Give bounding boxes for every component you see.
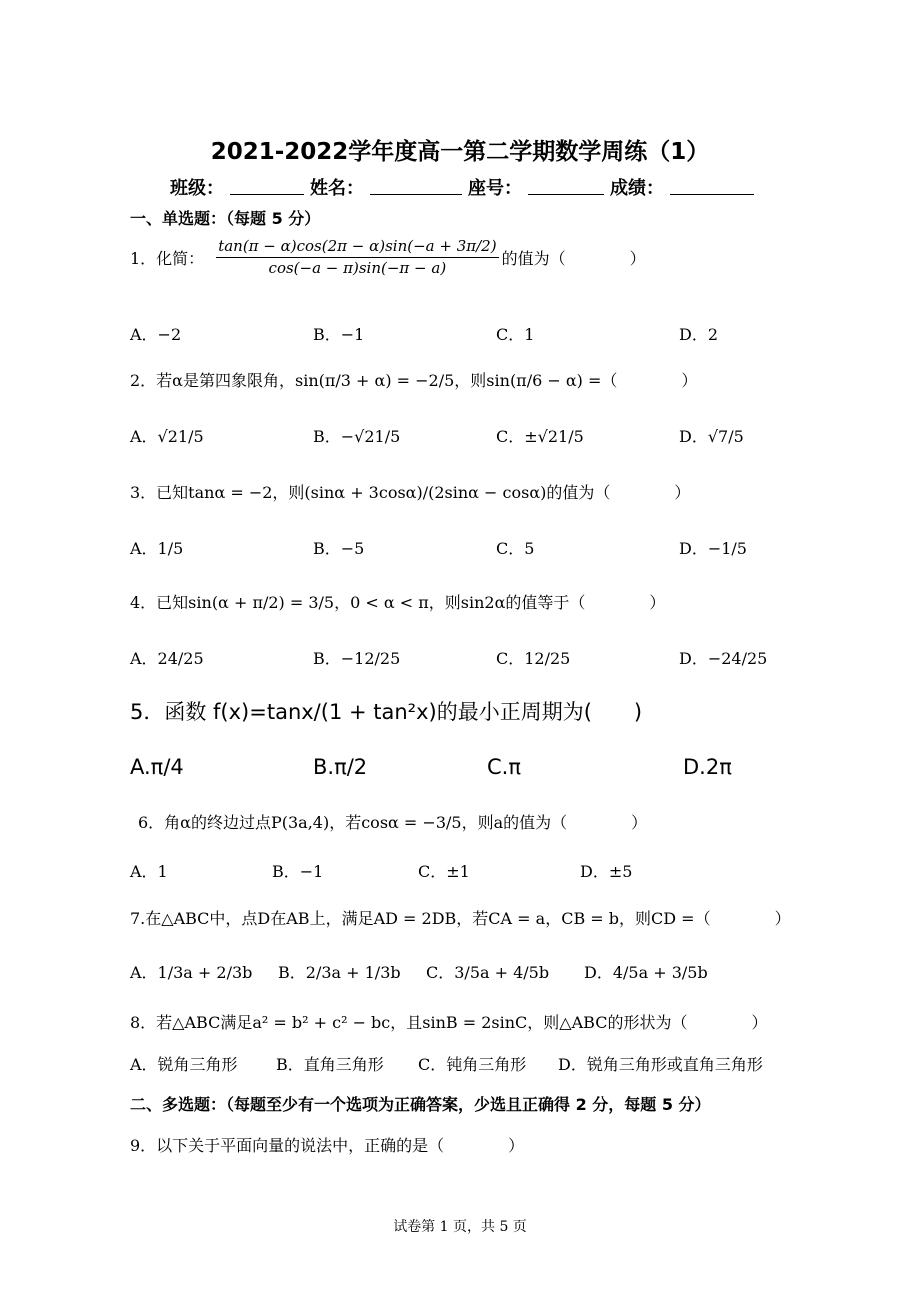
q1-option-b[interactable]: B．−1 bbox=[313, 325, 365, 344]
q1-tail: 的值为（ ） bbox=[501, 248, 646, 268]
q6-option-c[interactable]: C．±1 bbox=[418, 862, 470, 881]
q4-option-d[interactable]: D．−24/25 bbox=[679, 649, 768, 668]
class-label: 班级： bbox=[170, 178, 224, 199]
q1-option-d[interactable]: D．2 bbox=[679, 325, 719, 344]
q5-option-a[interactable]: A.π/4 bbox=[130, 755, 184, 779]
seat-label: 座号： bbox=[468, 178, 522, 199]
q8-option-d[interactable]: D．锐角三角形或直角三角形 bbox=[558, 1055, 763, 1074]
q8-option-c[interactable]: C．钝角三角形 bbox=[418, 1055, 527, 1074]
q5-option-b[interactable]: B.π/2 bbox=[313, 755, 368, 779]
class-blank[interactable] bbox=[230, 174, 304, 195]
q5-option-c[interactable]: C.π bbox=[487, 755, 521, 779]
q1-num: 1．化简： bbox=[130, 248, 205, 268]
q1-option-a[interactable]: A．−2 bbox=[130, 325, 182, 344]
q4-option-c[interactable]: C．12/25 bbox=[496, 649, 571, 668]
q4-option-a[interactable]: A．24/25 bbox=[130, 649, 204, 668]
q1-option-c[interactable]: C．1 bbox=[496, 325, 535, 344]
question-7: 7.在△ABC中，点D在AB上，满足AD = 2DB，若CA = a，CB = b，则CD =（ ） bbox=[130, 909, 791, 928]
section1-heading: 一、单选题：（每题 5 分） bbox=[130, 209, 321, 228]
q3-option-b[interactable]: B．−5 bbox=[313, 539, 365, 558]
q1-fraction bbox=[216, 238, 498, 276]
score-label: 成绩： bbox=[610, 178, 664, 199]
q4-option-b[interactable]: B．−12/25 bbox=[313, 649, 401, 668]
q7-option-c[interactable]: C．3/5a + 4/5b bbox=[426, 963, 550, 982]
q2-option-a[interactable]: A．√21/5 bbox=[130, 427, 204, 446]
q7-option-d[interactable]: D．4/5a + 3/5b bbox=[584, 963, 708, 982]
page-footer: 试卷第 1 页，共 5 页 bbox=[393, 1219, 527, 1235]
question-2: 2．若α是第四象限角，sin(π/3 + α) = −2/5，则sin(π/6 − α) =（ ） bbox=[130, 371, 698, 390]
section2-heading: 二、多选题：（每题至少有一个选项为正确答案，少选且正确得 2 分，每题 5 分） bbox=[130, 1095, 711, 1114]
q3-option-a[interactable]: A．1/5 bbox=[130, 539, 184, 558]
score-blank[interactable] bbox=[670, 174, 754, 195]
q6-option-a[interactable]: A．1 bbox=[130, 862, 168, 881]
q2-option-c[interactable]: C．±√21/5 bbox=[496, 427, 584, 446]
q7-option-b[interactable]: B．2/3a + 1/3b bbox=[278, 963, 401, 982]
seat-blank[interactable] bbox=[528, 174, 604, 195]
q2-option-d[interactable]: D．√7/5 bbox=[679, 427, 744, 446]
q8-option-a[interactable]: A．锐角三角形 bbox=[130, 1055, 238, 1074]
q8-option-b[interactable]: B．直角三角形 bbox=[276, 1055, 384, 1074]
q1-denominator: cos(−a − π)sin(−π − a) bbox=[268, 258, 447, 277]
question-3: 3．已知tanα = −2，则(sinα + 3cosα)/(2sinα − cosα)的值为（ ） bbox=[130, 483, 691, 502]
question-6: 6．角α的终边过点P(3a,4)，若cosα = −3/5，则a的值为（ ） bbox=[138, 813, 648, 832]
q1-numerator: tan(π − α)cos(2π − α)sin(−a + 3π/2) bbox=[216, 238, 498, 258]
question-4: 4．已知sin(α + π/2) = 3/5，0 < α < π，则sin2α的值等于（ ） bbox=[130, 593, 666, 612]
name-label: 姓名： bbox=[310, 178, 364, 199]
page-title: 2021-2022学年度高一第二学期数学周练（1） bbox=[210, 139, 710, 165]
q7-option-a[interactable]: A．1/3a + 2/3b bbox=[130, 963, 253, 982]
q3-option-d[interactable]: D．−1/5 bbox=[679, 539, 747, 558]
q2-option-b[interactable]: B．−√21/5 bbox=[313, 427, 401, 446]
question-1 bbox=[130, 238, 646, 276]
question-5: 5．函数 f(x)=tanx/(1 + tan²x)的最小正周期为( ) bbox=[130, 700, 643, 724]
q3-option-c[interactable]: C．5 bbox=[496, 539, 535, 558]
question-9: 9．以下关于平面向量的说法中，正确的是（ ） bbox=[130, 1136, 525, 1155]
q6-option-b[interactable]: B．−1 bbox=[272, 862, 324, 881]
student-info bbox=[170, 174, 754, 200]
q6-option-d[interactable]: D．±5 bbox=[580, 862, 633, 881]
question-8: 8．若△ABC满足a² = b² + c² − bc，且sinB = 2sinC，则△ABC的形状为（ ） bbox=[130, 1013, 768, 1032]
name-blank[interactable] bbox=[370, 174, 462, 195]
q5-option-d[interactable]: D.2π bbox=[683, 755, 732, 779]
